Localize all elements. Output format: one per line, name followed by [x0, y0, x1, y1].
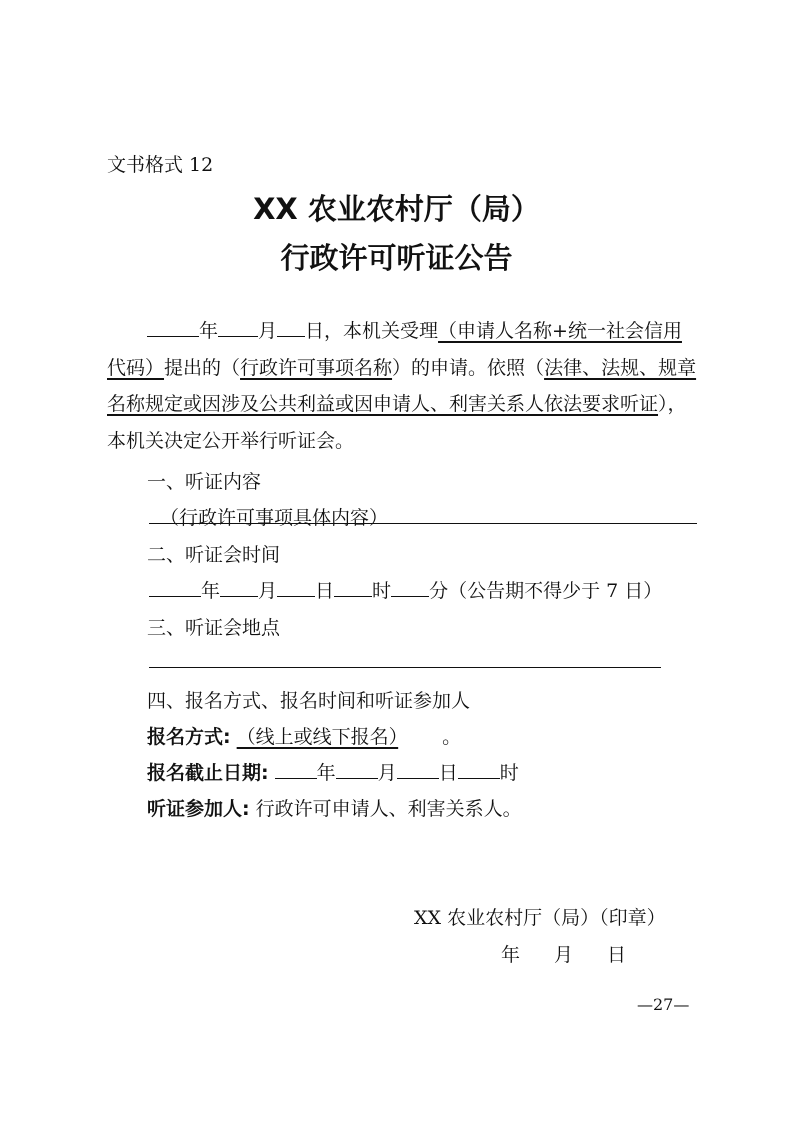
- section-2-heading: 二、听证会时间: [147, 544, 281, 566]
- deadline-day-blank: [397, 760, 439, 779]
- deadline-month: 月: [377, 762, 397, 784]
- intro-item-name: 行政许可事项名称: [240, 356, 393, 379]
- hearing-month-blank: [220, 578, 258, 597]
- page-number: —27—: [637, 995, 690, 1014]
- section-1-content: （行政许可事项具体内容）: [160, 507, 389, 529]
- deadline-hour-blank: [458, 760, 500, 779]
- registration-method-value: （线上或线下报名）: [236, 726, 399, 748]
- registration-deadline-row: [147, 758, 519, 785]
- intro-application: ）的申请。依照（: [392, 356, 545, 379]
- section-4-heading: 四、报名方式、报名时间和听证参加人: [147, 690, 471, 712]
- signature-year: 年: [501, 944, 521, 966]
- hearing-minute: 分: [429, 580, 449, 602]
- participants-value: 行政许可申请人、利害关系人。: [255, 798, 522, 820]
- hearing-year-blank: [149, 578, 201, 597]
- title-line-2: 行政许可听证公告: [280, 241, 513, 275]
- title-line-1: XX 农业农村厅（局）: [253, 192, 540, 226]
- section-2-time-row: [149, 576, 662, 603]
- signature-date: [501, 940, 626, 967]
- hearing-note: （公告期不得少于 7 日）: [448, 580, 663, 602]
- intro-year: 年: [199, 320, 219, 342]
- registration-method-end: 。: [442, 726, 462, 748]
- intro-decision: ），本机关决定公开举行听证会。: [107, 393, 687, 452]
- deadline-month-blank: [336, 760, 378, 779]
- hearing-month: 月: [258, 580, 278, 602]
- deadline-year: 年: [316, 762, 336, 784]
- deadline-hour: 时: [499, 762, 519, 784]
- hearing-day-blank: [277, 578, 315, 597]
- deadline-year-blank: [275, 760, 317, 779]
- section-3-location-line: [149, 667, 661, 668]
- intro-day: 日，本机关受理: [305, 320, 439, 342]
- hearing-day: 日: [315, 580, 335, 602]
- signature-month: 月: [554, 944, 574, 966]
- intro-basis: 法律、法规、规章名称规定或因涉及公共利益或因申请人、利害关系人依法要求听证: [107, 356, 697, 415]
- deadline-day: 日: [438, 762, 458, 784]
- doc-format-label: 文书格式 12: [107, 154, 214, 176]
- intro-submitted: 提出的（: [164, 356, 241, 379]
- registration-method-label: 报名方式:: [147, 726, 231, 748]
- day-blank: [277, 318, 305, 337]
- hearing-year: 年: [201, 580, 221, 602]
- participants-row: [147, 794, 522, 821]
- registration-method-row: [147, 722, 461, 749]
- hearing-minute-blank: [391, 578, 429, 597]
- section-1-heading: 一、听证内容: [147, 471, 262, 493]
- registration-deadline-label: 报名截止日期:: [147, 762, 269, 784]
- hearing-hour-blank: [334, 578, 372, 597]
- signature-org: XX 农业农村厅（局）（印章）: [414, 907, 666, 929]
- intro-month: 月: [258, 320, 278, 342]
- section-1-underline: [149, 523, 697, 524]
- year-blank: [147, 318, 199, 337]
- intro-applicant: （申请人名称+统一社会信用代码）: [107, 320, 682, 379]
- hearing-hour: 时: [372, 580, 392, 602]
- signature-day: 日: [607, 944, 627, 966]
- intro-paragraph: [107, 313, 697, 459]
- section-3-heading: 三、听证会地点: [147, 617, 281, 639]
- participants-label: 听证参加人:: [147, 798, 250, 820]
- month-blank: [218, 318, 258, 337]
